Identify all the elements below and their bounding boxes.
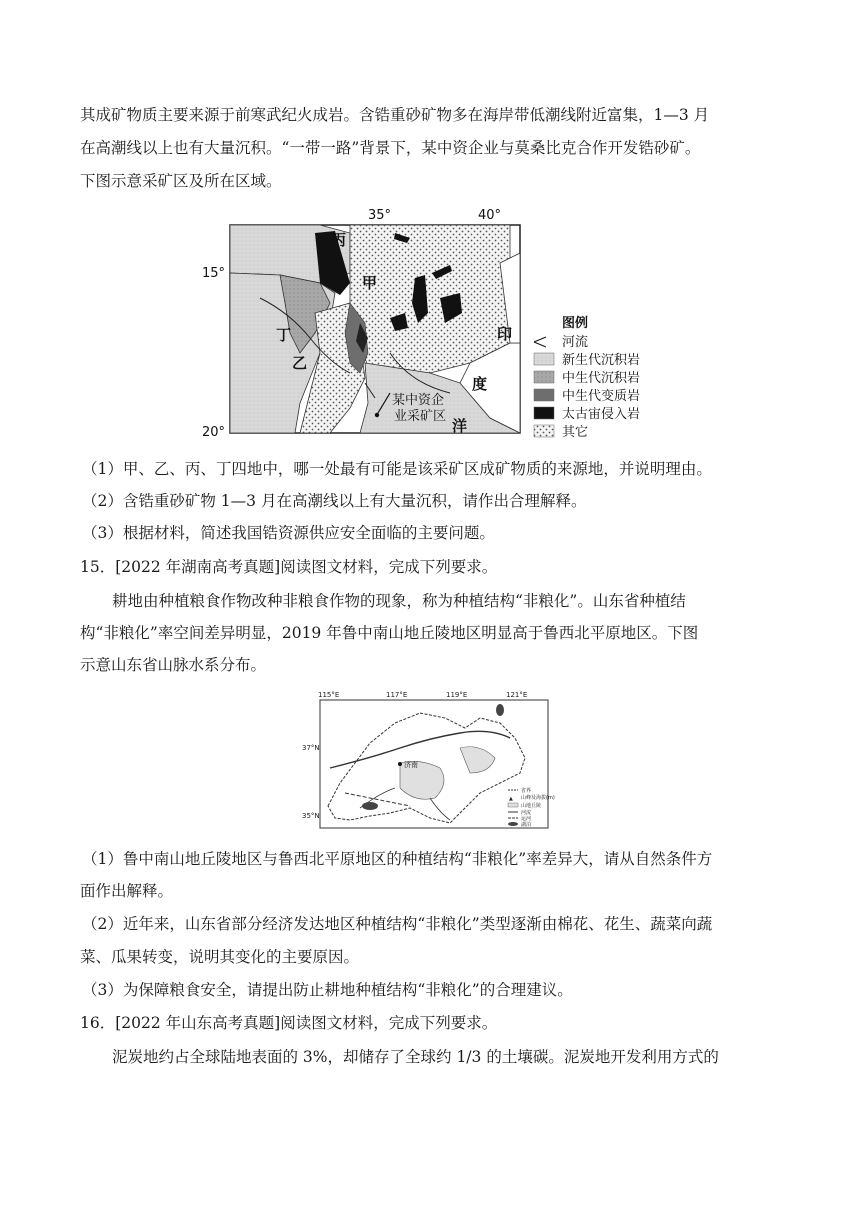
question-line: （3）为保障粮食安全，请提出防止耕地种植结构“非粮化”的合理建议。 [82,981,573,999]
lon-label-35: 35° [368,208,392,223]
paragraph-line: 在高潮线以上也有大量沉积。“一带一路”背景下，某中资企业与莫桑比克合作开发锆砂矿。 [80,139,701,157]
lon-121: 121°E [506,691,528,699]
legend-title: 图例 [562,316,589,331]
map1-legend [534,315,640,440]
question-line: 菜、瓜果转变，说明其变化的主要原因。 [80,948,360,966]
lake-legend-icon [508,822,518,826]
question-heading: 16．[2022 年山东高考真题]阅读图文材料，完成下列要求。 [80,1014,498,1032]
archean-swatch-icon [534,407,554,419]
legend-lake: 湖泊 [521,822,532,828]
mesozoic-meta-swatch-icon [534,389,554,401]
lat-label-20: 20° [202,425,226,440]
legend-other: 其它 [562,425,589,440]
question-line: 面作出解释。 [80,882,174,900]
shandong-map [300,688,560,832]
lat-37n: 37°N [302,744,320,752]
legend-river: 河流 [562,335,589,350]
legend-river: 河流 [521,810,532,816]
map1-svg [200,203,660,443]
question-line: （3）根据材料，简述我国锆资源供应安全面临的主要问题。 [82,524,495,542]
label-yi: 乙 [292,354,308,372]
paragraph-line: 示意山东省山脉水系分布。 [80,656,267,674]
paragraph-line: 耕地由种植粮食作物改种非粮食作物的现象，称为种植结构“非粮化”。山东省种植结 [112,592,686,610]
lake-1 [362,802,378,810]
lon-117: 117°E [386,691,408,699]
label-ding: 丁 [276,326,292,344]
mine-label-line2: 业采矿区 [394,409,447,424]
peak-legend-icon: ▲ [509,796,513,802]
legend-mesozoic-meta: 中生代变质岩 [562,389,641,404]
lon-115: 115°E [318,691,340,699]
legend-hills: 山地丘陵 [521,803,542,809]
mesozoic-sed-swatch-icon [534,371,554,383]
lat-35n: 35°N [302,812,320,820]
legend-mesozoic-sed: 中生代沉积岩 [562,371,641,386]
question-heading: 15．[2022 年湖南高考真题]阅读图文材料，完成下列要求。 [80,558,498,576]
label-jia: 甲 [362,274,378,292]
island [496,704,504,716]
jinan-marker [398,762,402,766]
map2-svg [300,688,560,832]
paragraph-line: 其成矿物质主要来源于前寒武纪火成岩。含锆重砂矿物多在海岸带低潮线附近富集，1—3 月 [80,106,710,124]
legend-cenozoic: 新生代沉积岩 [562,353,641,368]
label-bing: 丙 [331,231,347,249]
lon-119: 119°E [446,691,468,699]
mine-label-line1: 某中资企 [392,393,445,408]
mozambique-mining-map [200,203,660,443]
question-line: （1）甲、乙、丙、丁四地中，哪一处最有可能是该采矿区成矿物质的来源地，并说明理由。 [82,460,712,478]
legend-peak: 山峰及海拔(m) [521,795,555,801]
legend-canal: 运河 [521,816,532,822]
cenozoic-swatch-icon [534,353,554,365]
ocean-label-yin: 印 [497,325,513,343]
lat-label-15: 15° [202,266,226,281]
paragraph-line: 下图示意采矿区及所在区域。 [80,172,282,190]
legend-archean: 太古宙侵入岩 [562,407,641,422]
question-line: （2）近年来，山东省部分经济发达地区种植结构“非粮化”类型逐渐由棉花、花生、蔬菜向蔬 [82,915,713,933]
jinan-label: 济南 [404,761,418,769]
mine-marker [375,413,379,417]
question-line: （1）鲁中南山地丘陵地区与鲁西北平原地区的种植结构“非粮化”率差异大，请从自然条件方 [82,850,713,868]
ocean-label-yang: 洋 [452,417,468,435]
paragraph-line: 泥炭地约占全球陆地表面的 3%，却储存了全球约 1/3 的土壤碳。泥炭地开发利用方式的 [112,1048,719,1066]
question-line: （2）含锆重砂矿物 1—3 月在高潮线以上有大量沉积，请作出合理解释。 [82,492,587,510]
other-swatch-icon [534,425,554,437]
hills-legend-icon [508,803,518,807]
paragraph-line: 构“非粮化”率空间差异明显，2019 年鲁中南山地丘陵地区明显高于鲁西北平原地区。下图 [80,624,699,642]
legend-boundary: 省界 [521,788,532,794]
river-legend-icon [534,337,546,347]
ocean-label-du: 度 [472,375,488,393]
lon-label-40: 40° [478,208,502,223]
